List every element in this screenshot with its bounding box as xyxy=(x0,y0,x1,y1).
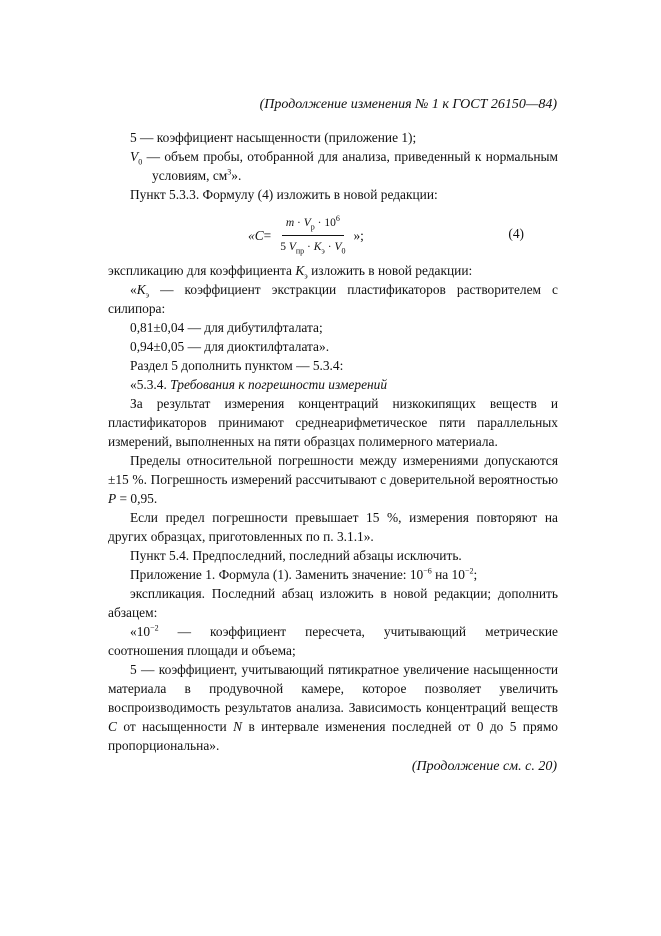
paragraph-section-5: Раздел 5 дополнить пунктом — 5.3.4: xyxy=(130,358,344,373)
paragraph-5-3-3: Пункт 5.3.3. Формулу (4) изложить в новой редакции: xyxy=(130,187,438,202)
subsection-5-3-4-title: «5.3.4. Требования к погрешности измерений xyxy=(130,377,388,392)
paragraph-explication: экспликация. Последний абзац изложить в новой редакции; дополнить абзацем: xyxy=(108,586,558,620)
symbol-v: V xyxy=(130,149,139,164)
document-body xyxy=(108,128,558,755)
paragraph-appendix-1: Приложение 1. Формула (1). Заменить значение: $10^{-6}$ на $10^{-2}$; xyxy=(130,566,478,582)
explication-ke-intro: экспликацию для коэффициента $K_э$ изложить в новой редакции: xyxy=(108,263,473,281)
page-header: (Продолжение изменения № 1 к ГОСТ 26150—84) xyxy=(259,97,557,112)
explication-line-v0: $V_0$ — объем пробы, отобранной для анализа, приведенный к нормальным условиям, $см^3$». xyxy=(130,149,558,183)
formula-lhs: C xyxy=(254,228,264,243)
formula-denominator: 5 $V_{пр} \cdot K_э \cdot V_0$ xyxy=(280,241,346,256)
formula-number: (4) xyxy=(508,226,524,241)
page-footer: (Продолжение см. с. 20) xyxy=(411,759,557,774)
paragraph-conversion-factor: «$10^{-2}$ — коэффициент пересчета, учитывающий метрические соотношения площади и объема; xyxy=(108,623,558,658)
paragraph-error-limits: Пределы относительной погрешности между измерениями допускаются ±15 %. Погрешность измерений рассчитывают с доверительной вероятностью P = 0,95. xyxy=(108,453,558,506)
explication-line-5: 5 — коэффициент насыщенности (приложение 1); xyxy=(130,130,417,145)
value-dioctylphthalate: 0,94±0,05 — для диоктилфталата». xyxy=(130,339,330,354)
value-dibutylphthalate: 0,81±0,04 — для дибутилфталата; xyxy=(130,320,323,335)
paragraph-repeat-measurements: Если предел погрешности превышает 15 %, измерения повторяют на других образцах, приготовленных по п. 3.1.1». xyxy=(108,510,558,544)
formula-numerator: $m \cdot V_р \cdot 10^6$ xyxy=(282,214,344,236)
formula-body: « C = $\frac{m \cdot V_р \cdot 10^6}{5 V_{пр} \cdot K_э \cdot V_0}$ »; xyxy=(248,214,364,256)
paragraph-5-4: Пункт 5.4. Предпоследний, последний абзацы исключить. xyxy=(130,548,462,563)
paragraph-measurement-result: За результат измерения концентраций низкокипящих веществ и пластификаторов принимают среднеарифметическое пяти параллельных измерений, выполненных на пяти образцах полимерного материала. xyxy=(108,396,558,449)
formula-fraction xyxy=(276,214,349,257)
formula-4 xyxy=(108,210,558,256)
explication-ke: «$K_э$ — коэффициент экстракции пластификаторов растворителем с силипора: xyxy=(108,282,558,316)
paragraph-factor-5: 5 — коэффициент, учитывающий пятикратное увеличение насыщенности материала в продувочной камере, которое позволяет увеличить воспроизводимость результатов анализа. Зависимость концентраций веществ C от насыщенности N в интервале изменения последней от 0 до 5 прямо пропорциональна». xyxy=(108,662,558,753)
